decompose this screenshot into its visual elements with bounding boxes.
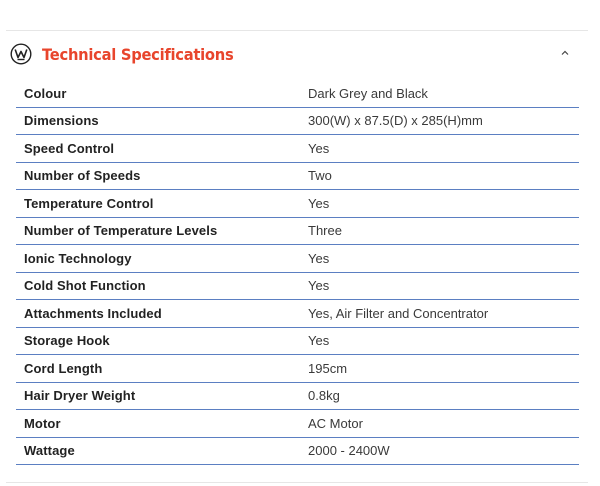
spec-row <box>16 190 579 218</box>
spec-label: Storage Hook <box>16 327 300 355</box>
spec-row <box>16 245 579 273</box>
spec-value: 2000 - 2400W <box>300 437 579 465</box>
spec-row <box>16 135 579 163</box>
spec-row <box>16 107 579 135</box>
spec-value: 0.8kg <box>300 382 579 410</box>
section-title: Technical Specifications <box>42 44 234 64</box>
specs-accordion-header[interactable] <box>10 38 580 70</box>
spec-row <box>16 410 579 438</box>
spec-value: Three <box>300 217 579 245</box>
spec-value: 195cm <box>300 355 579 383</box>
spec-value: Yes, Air Filter and Concentrator <box>300 300 579 328</box>
spec-label: Cord Length <box>16 355 300 383</box>
spec-value: Yes <box>300 327 579 355</box>
spec-value: AC Motor <box>300 410 579 438</box>
spec-value: 300(W) x 87.5(D) x 285(H)mm <box>300 107 579 135</box>
spec-row <box>16 217 579 245</box>
spec-row <box>16 382 579 410</box>
spec-row <box>16 300 579 328</box>
spec-label: Dimensions <box>16 107 300 135</box>
spec-label: Speed Control <box>16 135 300 163</box>
westinghouse-logo-icon <box>10 43 32 65</box>
spec-label: Colour <box>16 80 300 107</box>
spec-label: Number of Speeds <box>16 162 300 190</box>
spec-row <box>16 162 579 190</box>
spec-row <box>16 272 579 300</box>
spec-label: Wattage <box>16 437 300 465</box>
spec-row <box>16 327 579 355</box>
top-divider <box>6 30 588 31</box>
spec-value: Two <box>300 162 579 190</box>
spec-label: Cold Shot Function <box>16 272 300 300</box>
spec-row <box>16 80 579 107</box>
spec-value: Yes <box>300 245 579 273</box>
spec-value: Yes <box>300 135 579 163</box>
spec-label: Motor <box>16 410 300 438</box>
spec-value: Yes <box>300 272 579 300</box>
spec-table <box>16 80 579 465</box>
spec-row <box>16 355 579 383</box>
spec-row <box>16 437 579 465</box>
spec-label: Attachments Included <box>16 300 300 328</box>
bottom-divider <box>6 482 588 483</box>
spec-label: Hair Dryer Weight <box>16 382 300 410</box>
spec-label: Number of Temperature Levels <box>16 217 300 245</box>
spec-label: Ionic Technology <box>16 245 300 273</box>
chevron-up-icon[interactable] <box>560 48 570 58</box>
spec-value: Yes <box>300 190 579 218</box>
spec-label: Temperature Control <box>16 190 300 218</box>
spec-value: Dark Grey and Black <box>300 80 579 107</box>
